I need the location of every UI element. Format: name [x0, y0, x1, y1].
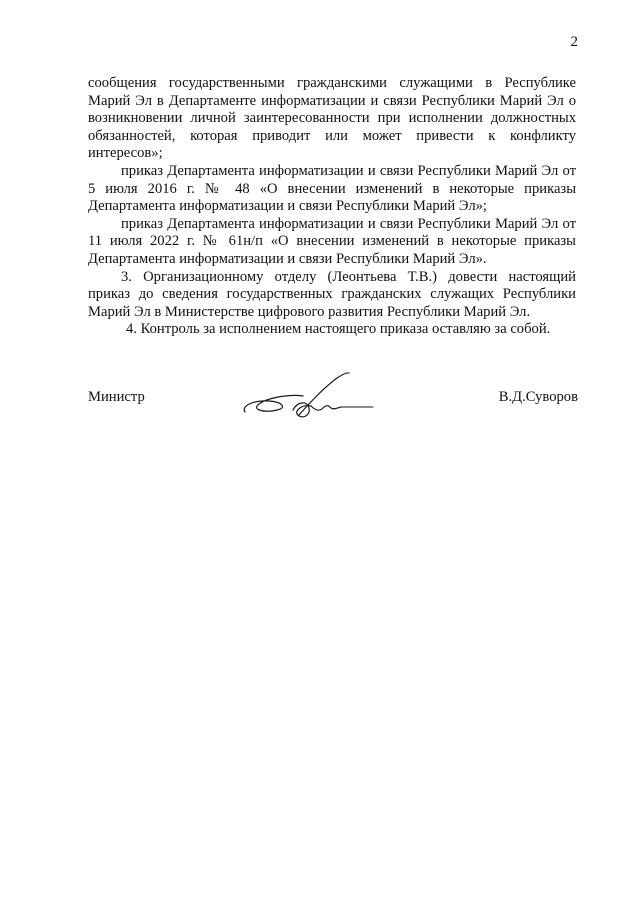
document-body — [88, 75, 576, 339]
handwritten-signature — [233, 370, 383, 428]
signatory-position: Министр — [88, 389, 145, 405]
paragraph-item-3: 3. Организационному отделу (Леонтьева Т.В.) довести настоящий приказ до сведения государственных гражданских служащих Республики Марий Эл в Министерстве цифрового развития Республики Марий Эл. — [88, 268, 576, 320]
paragraph-item-4: 4. Контроль за исполнением настоящего приказа оставляю за собой. — [126, 321, 551, 338]
paragraph-order-2022: приказ Департамента информатизации и связи Республики Марий Эл от 11 июля 2022 г. № 61н/п «О внесении изменений в некоторые приказы Департамента информатизации и связи Республики Марий Эл». — [88, 215, 576, 267]
page-number: 2 — [570, 34, 578, 50]
paragraph-continuation: сообщения государственными гражданскими служащими в Республике Марий Эл в Департаменте информатизации и связи Республики Марий Эл о возникновении личной заинтересованности при исполнении должностных обязанностей, которая приводит или может привести к конфликту интересов»; — [88, 75, 576, 162]
signatory-name: В.Д.Суворов — [498, 389, 578, 405]
paragraph-order-2016: приказ Департамента информатизации и связи Республики Марий Эл от 5 июля 2016 г. № 48 «О внесении изменений в некоторые приказы Департамента информатизации и связи Республики Марий Эл»; — [88, 162, 576, 215]
signature-block — [88, 389, 578, 449]
